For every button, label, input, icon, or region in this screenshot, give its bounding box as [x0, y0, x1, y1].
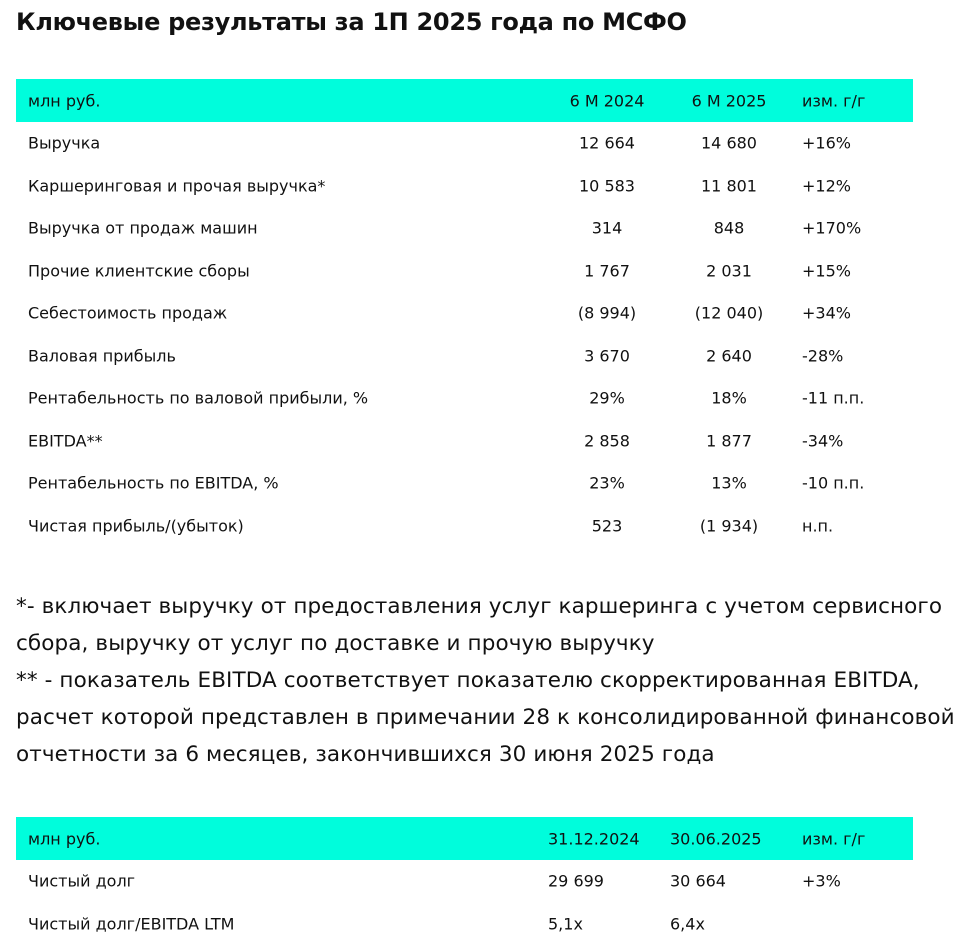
row-value-2025: (1 934): [699, 516, 759, 536]
row-value-2025: 2 031: [706, 261, 752, 281]
row-value-2025: 2 640: [706, 346, 752, 366]
row-value-2024: 1 767: [584, 261, 630, 281]
row-label: Выручка: [28, 133, 101, 153]
row-label: Валовая прибыль: [28, 346, 176, 366]
table-header-row: [16, 817, 913, 860]
row-label: Прочие клиентские сборы: [28, 261, 250, 281]
row-value-2024: 10 583: [579, 176, 635, 196]
row-value-2025: (12 040): [694, 303, 764, 323]
row-change: -10 п.п.: [802, 473, 865, 493]
row-label: Каршеринговая и прочая выручка*: [28, 176, 326, 196]
table-row: [16, 505, 913, 548]
row-change: +3%: [802, 871, 841, 891]
row-value-2024: 12 664: [579, 133, 635, 153]
row-value-2025: 14 680: [701, 133, 757, 153]
header-date-2024: 31.12.2024: [548, 829, 640, 848]
row-label: Себестоимость продаж: [28, 303, 228, 323]
debt-table: [16, 817, 913, 945]
row-label: Чистая прибыль/(убыток): [28, 516, 244, 536]
header-date-2025: 30.06.2025: [670, 829, 762, 848]
row-value-2024: 23%: [589, 473, 625, 493]
row-value-2024: 5,1x: [548, 914, 583, 934]
row-value-2025: 30 664: [670, 871, 726, 891]
footnote-revenue: *- включает выручку от предоставления услуг каршеринга с учетом сервисного сбора, выручку от услуг по доставке и прочую выручку: [16, 594, 943, 656]
row-label: Чистый долг: [28, 871, 136, 891]
table-row: [16, 250, 913, 293]
row-value-2025: 11 801: [701, 176, 757, 196]
footnotes: [16, 588, 961, 773]
footnote-ebitda: ** - показатель EBITDA соответствует показателю скорректированная EBITDA, расчет которой представлен в примечании 28 к консолидированной финансовой отчетности за 6 месяцев, закончившихся 30 июня 2025 года: [16, 668, 955, 767]
row-value-2025: 18%: [711, 388, 747, 408]
row-change: н.п.: [802, 516, 834, 536]
table-row: [16, 335, 913, 378]
row-label: Чистый долг/EBITDA LTM: [28, 914, 235, 934]
table-row: [16, 903, 913, 945]
table-row: [16, 292, 913, 335]
row-value-2025: 1 877: [706, 431, 752, 451]
row-change: -11 п.п.: [802, 388, 865, 408]
table-row: [16, 377, 913, 420]
row-value-2024: 29%: [589, 388, 625, 408]
row-value-2024: 3 670: [584, 346, 630, 366]
header-units: млн руб.: [28, 829, 101, 848]
results-table: [16, 79, 913, 547]
header-units: млн руб.: [28, 91, 101, 110]
header-change: изм. г/г: [802, 829, 866, 848]
row-value-2025: 6,4x: [670, 914, 705, 934]
header-change: изм. г/г: [802, 91, 866, 110]
row-change: +15%: [802, 261, 851, 281]
table-row: [16, 462, 913, 505]
table-row: [16, 122, 913, 165]
row-label: EBITDA**: [28, 431, 103, 451]
table-row: [16, 165, 913, 208]
row-change: +34%: [802, 303, 851, 323]
row-change: +16%: [802, 133, 851, 153]
table-header-row: [16, 79, 913, 122]
row-value-2024: 29 699: [548, 871, 604, 891]
row-value-2024: 314: [591, 218, 623, 238]
row-label: Рентабельность по EBITDA, %: [28, 473, 279, 493]
row-value-2024: 523: [591, 516, 623, 536]
table-row: [16, 860, 913, 903]
row-change: -34%: [802, 431, 844, 451]
table-row: [16, 420, 913, 463]
row-label: Рентабельность по валовой прибыли, %: [28, 388, 369, 408]
row-value-2024: (8 994): [577, 303, 637, 323]
row-change: +12%: [802, 176, 851, 196]
header-period-2024: 6 М 2024: [569, 91, 645, 110]
page-title: Ключевые результаты за 1П 2025 года по МСФО: [16, 8, 687, 36]
row-change: -28%: [802, 346, 844, 366]
table-row: [16, 207, 913, 250]
row-change: +170%: [802, 218, 862, 238]
row-value-2025: 13%: [711, 473, 747, 493]
row-label: Выручка от продаж машин: [28, 218, 258, 238]
row-value-2025: 848: [713, 218, 745, 238]
header-period-2025: 6 М 2025: [691, 91, 767, 110]
row-value-2024: 2 858: [584, 431, 630, 451]
